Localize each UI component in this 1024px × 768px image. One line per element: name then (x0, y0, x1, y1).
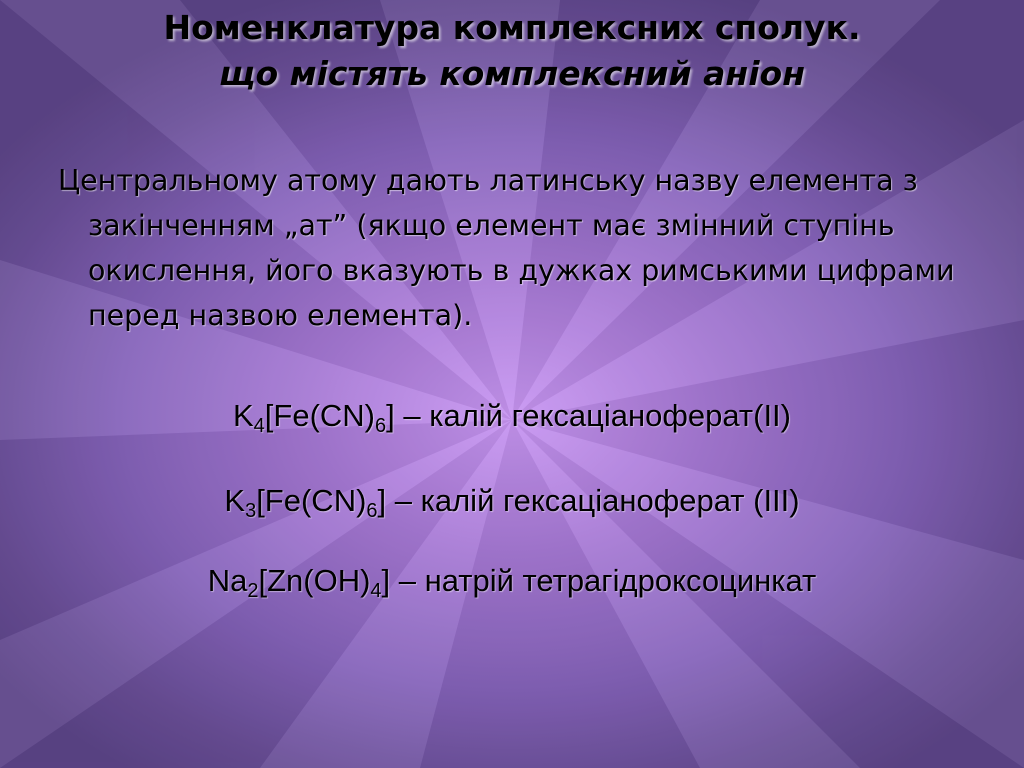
formula-prefix: K (232, 398, 254, 433)
formula-subscript: 6 (366, 500, 378, 522)
formula-subscript: 4 (253, 415, 265, 437)
formula-line (0, 483, 1024, 522)
formula-line (0, 398, 1024, 437)
formula-subscript: 3 (245, 500, 257, 522)
formula-name: ] – натрій тетрагідроксоцинкат (381, 563, 817, 598)
formula-middle: [Zn(OH) (258, 563, 371, 598)
slide-title: Номенклатура комплексних сполук. (163, 8, 861, 47)
formula-prefix: Na (207, 563, 248, 598)
formula-subscript: 4 (370, 580, 382, 602)
formula-name: ] – калій гексаціаноферат(II) (386, 398, 791, 433)
formula-subscript: 2 (247, 580, 259, 602)
body-text: Центральному атому дають латинську назву елемента з закінченням „ат” (якщо елемент має змінний ступінь окислення, його вказують в дужках римськими цифрами перед назвою елемента). (58, 164, 955, 332)
formula-middle: [Fe(CN) (264, 398, 376, 433)
formula-subscript: 6 (375, 415, 387, 437)
slide-subtitle: що містять комплексний аніон (218, 54, 806, 93)
formula-prefix: K (224, 483, 246, 518)
formula-line (0, 563, 1024, 602)
formula-middle: [Fe(CN) (256, 483, 367, 518)
formula-name: ] – калій гексаціаноферат (III) (377, 483, 800, 518)
